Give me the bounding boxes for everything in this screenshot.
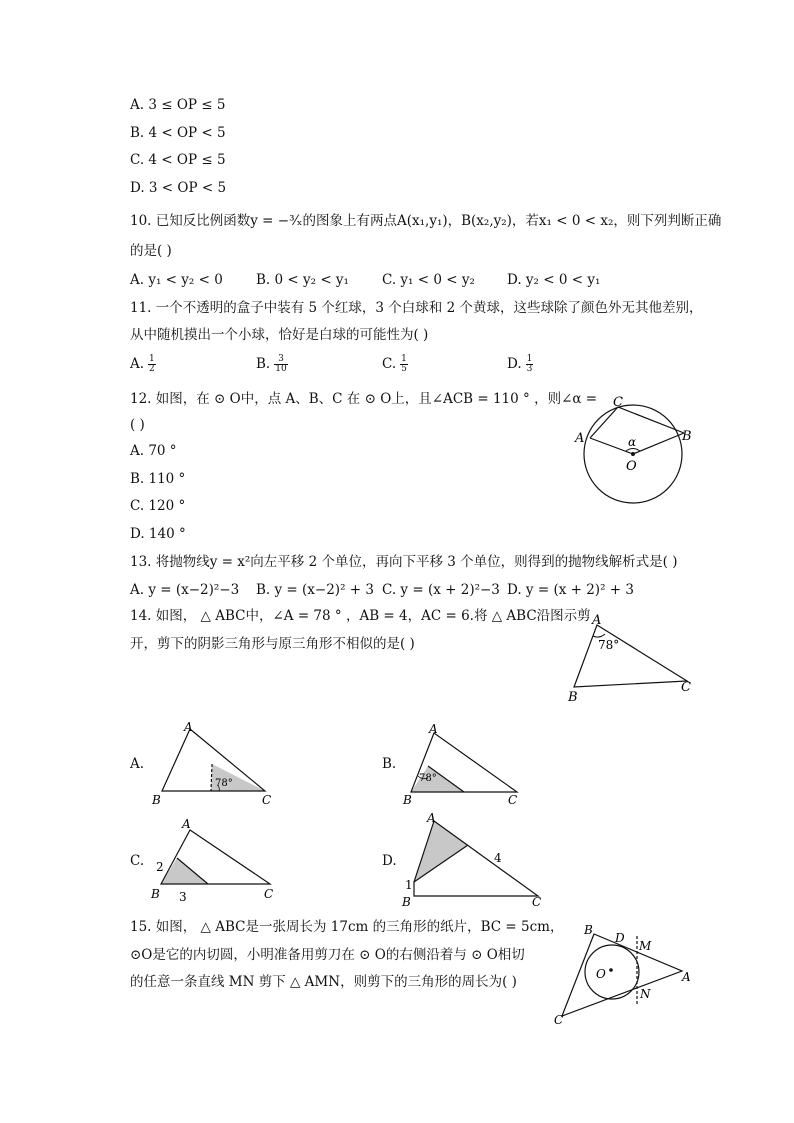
- label-m: M: [639, 939, 652, 953]
- q10-option-c: C. y₁ < 0 < y₂: [382, 272, 475, 288]
- q11-stem-line1: 11. 一个不透明的盒子中装有 5 个红球，3 个白球和 2 个黄球，这些球除了颜色外无其他差别，: [130, 300, 703, 316]
- q14-stem-line1: 14. 如图， △ ABC中，∠A = 78 ° ，AB = 4，AC = 6.将 △ ABC沿图示剪: [130, 608, 591, 624]
- q9-option-d: D. 3 < OP < 5: [130, 180, 227, 196]
- q12-option-b: B. 110 °: [130, 471, 186, 487]
- left-number: 1: [405, 878, 413, 892]
- q13-stem: 13. 将抛物线y = x²向左平移 2 个单位，再向下平移 3 个单位，则得到的抛物线解析式是( ): [130, 554, 678, 570]
- label-c: C: [554, 1013, 564, 1027]
- label-b: B: [403, 793, 412, 807]
- fraction: $\frac{1}{5}$: [401, 354, 407, 374]
- q11-option-d: D. $\frac{1}{3}$: [507, 354, 533, 374]
- q12-stem-line2: ( ): [130, 417, 145, 433]
- q14-option-d-label: D.: [382, 853, 397, 869]
- q11-option-c: C. $\frac{1}{5}$: [382, 354, 407, 374]
- label-c: C: [681, 680, 691, 695]
- label-angle: 78°: [215, 778, 233, 789]
- label-a: A: [429, 722, 438, 736]
- q15-incircle-figure: [552, 920, 702, 1030]
- q11-stem-line2: 从中随机摸出一个小球，恰好是白球的可能性为( ): [130, 327, 429, 343]
- side-number: 2: [156, 860, 164, 874]
- q14-option-d-figure: [400, 810, 545, 910]
- label-b: B: [152, 793, 161, 807]
- q14-stem-line2: 开，剪下的阴影三角形与原三角形不相似的是( ): [130, 636, 415, 652]
- label-b: B: [568, 690, 578, 705]
- q13-option-b: B. y = (x−2)² + 3: [256, 582, 374, 598]
- label-d: D: [615, 931, 625, 945]
- label-angle: 78°: [598, 638, 620, 652]
- label-a: A: [182, 817, 191, 831]
- q14-option-b-label: B.: [382, 756, 397, 772]
- label-a: A: [575, 431, 585, 446]
- q12-circle-figure: [570, 390, 700, 515]
- label-o: O: [626, 459, 637, 474]
- q15-stem-line3: 的任意一条直线 MN 剪下 △ AMN，则剪下的三角形的周长为( ): [130, 974, 517, 990]
- radii-aob: [590, 433, 684, 454]
- label-a: A: [427, 811, 436, 825]
- label-o: O: [596, 967, 606, 981]
- center-dot: [631, 452, 635, 456]
- q13-option-c: C. y = (x + 2)²−3: [382, 582, 500, 598]
- q14-option-a-label: A.: [130, 756, 145, 772]
- q10-option-a: A. y₁ < y₂ < 0: [130, 272, 223, 288]
- label-a: A: [682, 970, 691, 984]
- q10-stem-line2: 的是( ): [130, 243, 172, 259]
- q9-option-c: C. 4 < OP ≤ 5: [130, 152, 226, 168]
- q10-stem-line1: 10. 已知反比例函数y = −³⁄ₓ的图象上有两点A(x₁,y₁)，B(x₂,y₂)，若x₁ < 0 < x₂，则下列判断正确: [130, 213, 722, 229]
- q15-stem-line2: ⊙O是它的内切圆，小明准备用剪刀在 ⊙ O的右侧沿着与 ⊙ O相切: [130, 947, 525, 963]
- label-b: B: [151, 887, 160, 901]
- q12-option-d: D. 140 °: [130, 526, 186, 542]
- label-b: B: [402, 895, 411, 909]
- q12-option-a: A. 70 °: [130, 443, 177, 459]
- q14-option-c-label: C.: [130, 853, 145, 869]
- label-c: C: [262, 793, 272, 807]
- q13-option-d: D. y = (x + 2)² + 3: [507, 582, 634, 598]
- label-a: A: [184, 720, 193, 734]
- q13-option-a: A. y = (x−2)²−3: [130, 582, 240, 598]
- label-b: B: [584, 923, 593, 937]
- q14-option-a-figure: [148, 720, 278, 810]
- q12-stem-line1: 12. 如图，在 ⊙ O中，点 A、B、C 在 ⊙ O上，且∠ACB = 110 ° ，则∠α =: [130, 391, 598, 407]
- q11-option-b: B. $\frac{3}{10}$: [256, 354, 287, 374]
- label-alpha: α: [628, 435, 637, 449]
- q15-stem-line1: 15. 如图， △ ABC是一张周长为 17cm 的三角形的纸片，BC = 5cm，: [130, 919, 564, 935]
- q11-option-a: A. $\frac{1}{2}$: [130, 354, 155, 374]
- q14-option-c-figure: [145, 815, 280, 907]
- incircle-o: [585, 945, 639, 999]
- label-b: B: [682, 429, 692, 444]
- label-a: A: [592, 613, 602, 628]
- q14-main-triangle: [560, 610, 700, 705]
- fraction: $\frac{1}{2}$: [149, 354, 155, 374]
- label-angle: 78°: [419, 773, 437, 784]
- base-number: 3: [179, 890, 187, 904]
- label-c: C: [532, 895, 542, 909]
- label-c: C: [613, 395, 623, 410]
- q9-option-b: B. 4 < OP < 5: [130, 125, 226, 141]
- q9-option-a: A. 3 ≤ OP ≤ 5: [130, 97, 226, 113]
- fraction: $\frac{1}{3}$: [526, 354, 533, 374]
- label-c: C: [508, 793, 518, 807]
- label-c: C: [264, 887, 274, 901]
- right-number: 4: [494, 851, 502, 865]
- q10-option-d: D. y₂ < 0 < y₁: [507, 272, 601, 288]
- q12-option-c: C. 120 °: [130, 498, 186, 514]
- fraction: $\frac{3}{10}$: [275, 354, 287, 374]
- q14-option-b-figure: [400, 720, 530, 810]
- center-dot: [609, 968, 613, 972]
- q10-option-b: B. 0 < y₂ < y₁: [256, 272, 349, 288]
- label-n: N: [640, 987, 651, 1001]
